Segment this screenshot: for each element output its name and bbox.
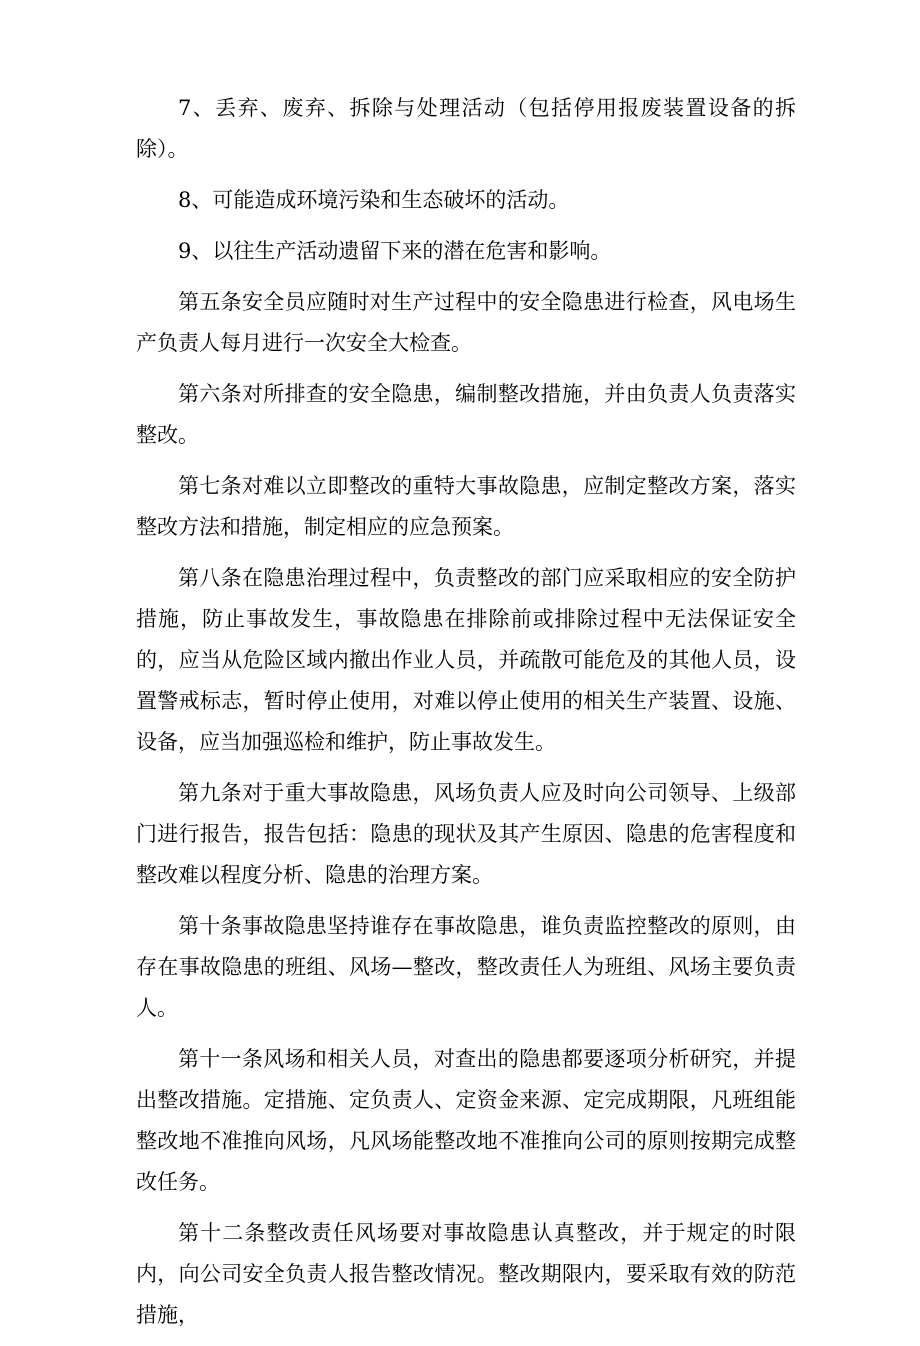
article-11: 第十一条风场和相关人员，对查出的隐患都要逐项分析研究，并提出整改措施。定措施、定负责人、定资金来源、定完成期限，凡班组能整改地不准推向风场，凡风场能整改地不准推向公司的原则按期完成整改任务。: [136, 1047, 796, 1194]
article-8: 第八条在隐患治理过程中，负责整改的部门应采取相应的安全防护措施，防止事故发生，事故隐患在排除前或排除过程中无法保证安全的，应当从危险区域内撤出作业人员，并疏散可能危及的其他人员，设置警戒标志，暂时停止使用，对难以停止使用的相关生产装置、设施、设备，应当加强巡检和维护，防止事故发生。: [136, 566, 796, 754]
article-10: 第十条事故隐患坚持谁存在事故隐患，谁负责监控整改的原则，由存在事故隐患的班组、风场—整改，整改责任人为班组、风场主要负责人。: [136, 914, 796, 1020]
document-body: [136, 88, 796, 1346]
paragraph-item-7: 7、丢弃、废弃、拆除与处理活动（包括停用报废装置设备的拆除）。: [136, 96, 796, 161]
article-6: 第六条对所排查的安全隐患，编制整改措施，并由负责人负责落实整改。: [136, 382, 796, 447]
article-7: 第七条对难以立即整改的重特大事故隐患，应制定整改方案，落实整改方法和措施，制定相应的应急预案。: [136, 474, 796, 539]
article-5: 第五条安全员应随时对生产过程中的安全隐患进行检查，风电场生产负责人每月进行一次安全大检查。: [136, 290, 796, 355]
paragraph-item-9: 9、以往生产活动遗留下来的潜在危害和影响。: [178, 239, 612, 263]
paragraph-item-8: 8、可能造成环境污染和生态破坏的活动。: [178, 188, 570, 212]
article-12: 第十二条整改责任风场要对事故隐患认真整改，并于规定的时限内，向公司安全负责人报告整改情况。整改期限内，要采取有效的防范措施，: [136, 1221, 796, 1327]
article-9: 第九条对于重大事故隐患，风场负责人应及时向公司领导、上级部门进行报告，报告包括：隐患的现状及其产生原因、隐患的危害程度和整改难以程度分析、隐患的治理方案。: [136, 781, 796, 887]
